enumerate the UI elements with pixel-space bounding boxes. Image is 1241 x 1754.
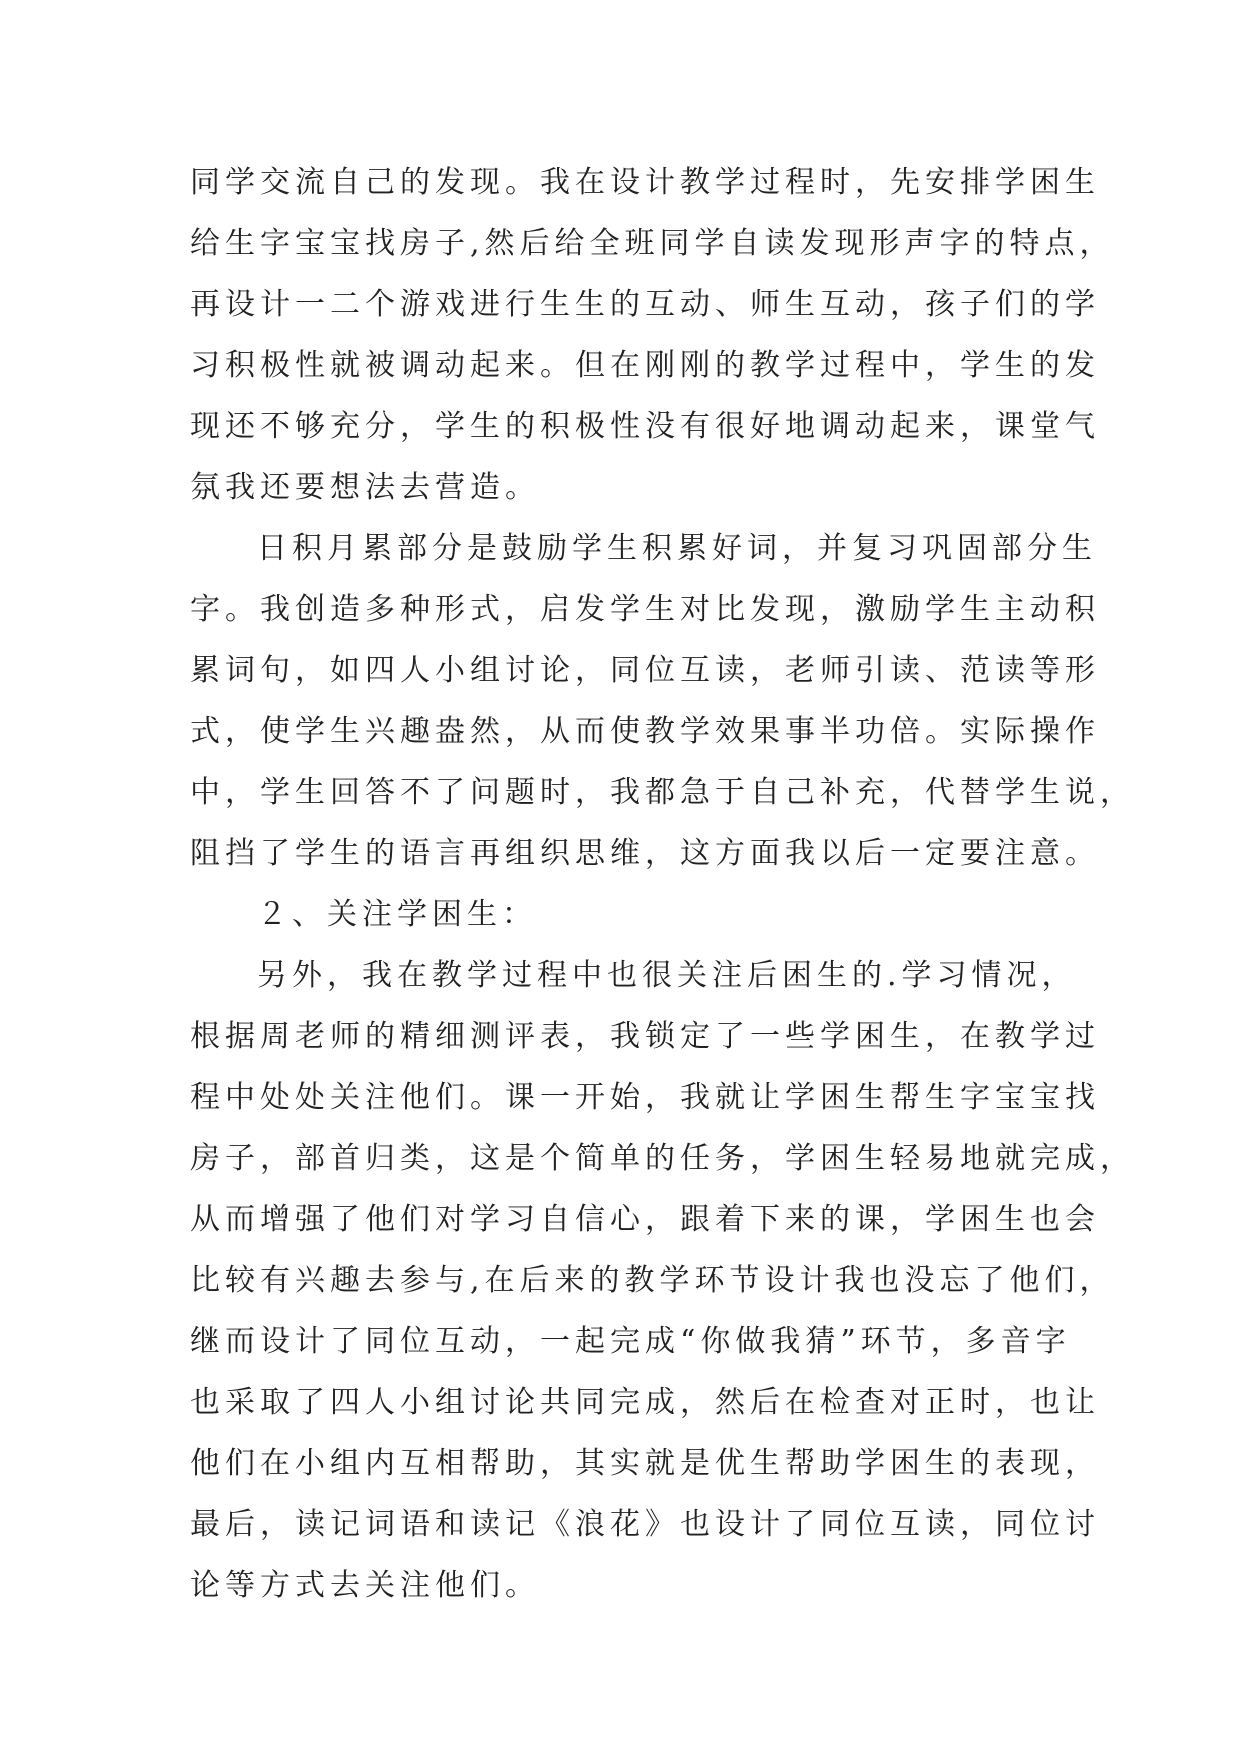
text-line: 从而增强了他们对学习自信心，跟着下来的课，学困生也会 — [190, 1202, 1100, 1237]
text-line: 程中处处关注他们。课一开始，我就让学困生帮生字宝宝找 — [190, 1080, 1100, 1115]
text-line: 也采取了四人小组讨论共同完成，然后在检查对正时，也让 — [190, 1385, 1100, 1420]
section-heading: ２、关注学困生： — [257, 897, 537, 932]
paragraph-first-line: 另外，我在教学过程中也很关注后困生的.学习情况， — [257, 958, 1077, 993]
text-line: 给生字宝宝找房子,然后给全班同学自读发现形声字的特点， — [190, 226, 1115, 261]
text-line: 阻挡了学生的语言再组织思维，这方面我以后一定要注意。 — [190, 836, 1100, 871]
text-line: 中，学生回答不了问题时，我都急于自己补充，代替学生说， — [190, 775, 1135, 810]
text-line: 氛我还要想法去营造。 — [190, 470, 540, 505]
text-line: 最后，读记词语和读记《浪花》也设计了同位互读，同位讨 — [190, 1507, 1100, 1542]
text-line: 房子，部首归类，这是个简单的任务，学困生轻易地就完成， — [190, 1141, 1135, 1176]
text-line: 比较有兴趣去参与,在后来的教学环节设计我也没忘了他们， — [190, 1263, 1115, 1298]
text-line: 式，使学生兴趣盎然，从而使教学效果事半功倍。实际操作 — [190, 714, 1100, 749]
paragraph-first-line: 日积月累部分是鼓励学生积累好词，并复习巩固部分生 — [257, 531, 1097, 566]
text-line: 同学交流自己的发现。我在设计教学过程时，先安排学困生 — [190, 165, 1100, 200]
text-line: 累词句，如四人小组讨论，同位互读，老师引读、范读等形 — [190, 653, 1100, 688]
text-line: 字。我创造多种形式，启发学生对比发现，激励学生主动积 — [190, 592, 1100, 627]
text-line: 继而设计了同位互动，一起完成“你做我猜”环节，多音字 — [190, 1324, 1071, 1359]
text-line: 论等方式去关注他们。 — [190, 1568, 540, 1603]
text-line: 再设计一二个游戏进行生生的互动、师生互动，孩子们的学 — [190, 287, 1100, 322]
text-line: 他们在小组内互相帮助，其实就是优生帮助学困生的表现， — [190, 1446, 1100, 1481]
text-line: 根据周老师的精细测评表，我锁定了一些学困生，在教学过 — [190, 1019, 1100, 1054]
text-line: 习积极性就被调动起来。但在刚刚的教学过程中，学生的发 — [190, 348, 1100, 383]
text-line: 现还不够充分，学生的积极性没有很好地调动起来，课堂气 — [190, 409, 1100, 444]
